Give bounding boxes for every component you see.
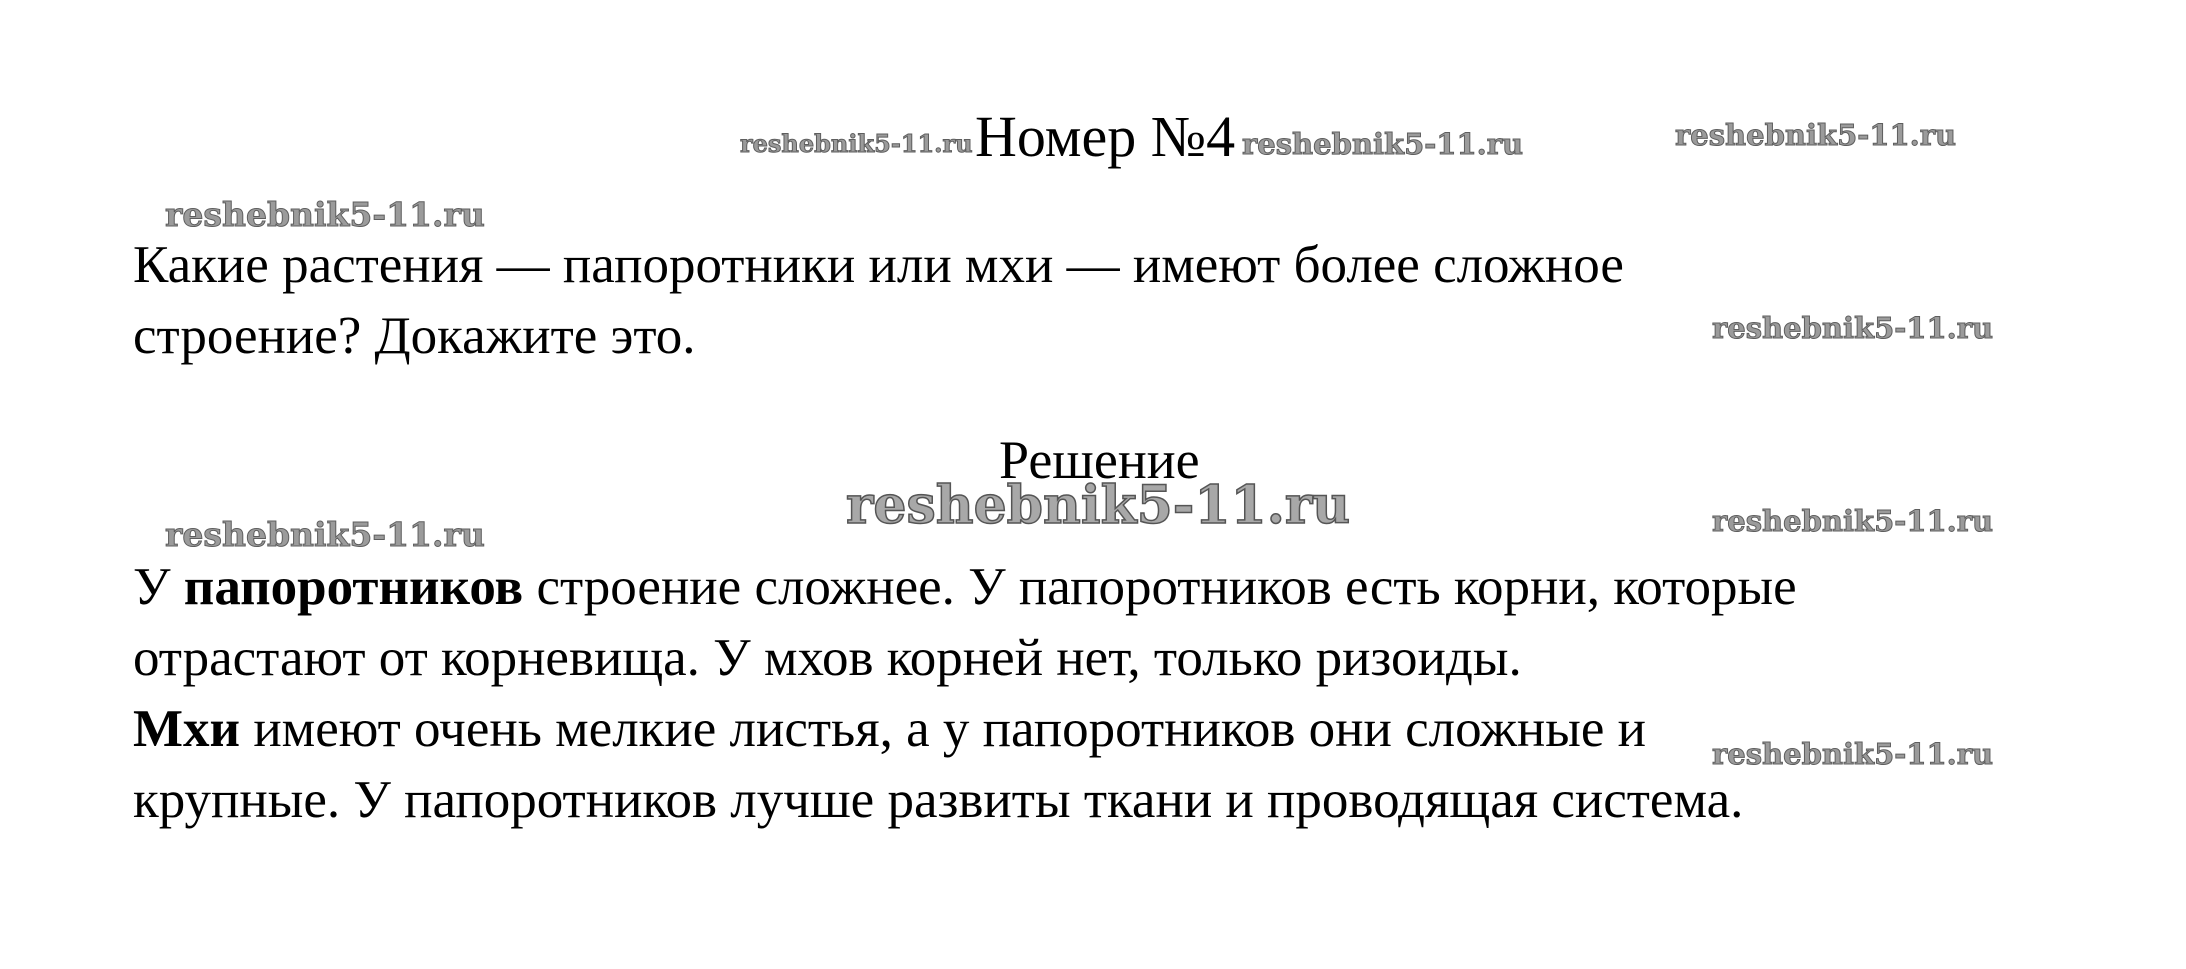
solution-text-run: имеют очень мелкие листья, а у папоротников они сложные и (240, 700, 1647, 758)
question-line: Какие растения — папоротники или мхи — имеют более сложное (133, 236, 1624, 294)
watermark: reshebnik5-11.ru (1712, 504, 1994, 538)
solution-line: отрастают от корневища. У мхов корней нет, только ризоиды. (133, 629, 1522, 687)
solution-line (133, 552, 1797, 623)
solution-text (133, 552, 1797, 836)
watermark: reshebnik5-11.ru (1712, 311, 1994, 345)
question-line: строение? Докажите это. (133, 307, 696, 365)
watermark: reshebnik5-11.ru (165, 195, 485, 234)
watermark: reshebnik5-11.ru (1675, 118, 1957, 152)
watermark: reshebnik5-11.ru (165, 515, 485, 554)
solution-text-run: У (133, 558, 184, 616)
watermark: reshebnik5-11.ru (1712, 737, 1994, 771)
watermark: reshebnik5-11.ru (1242, 127, 1524, 161)
bold-term: Мхи (133, 700, 241, 758)
question-text (133, 230, 1624, 372)
watermark: reshebnik5-11.ru (740, 129, 973, 158)
page-title: Номер №4 (975, 104, 1236, 169)
watermark: reshebnik5-11.ru (846, 475, 1351, 536)
solution-line: крупные. У папоротников лучше развиты ткани и проводящая система. (133, 771, 1744, 829)
solution-heading: Решение (999, 430, 1200, 490)
solution-line (133, 694, 1797, 765)
bold-term: папоротников (183, 558, 524, 616)
solution-text-run: строение сложнее. У папоротников есть корни, которые (523, 558, 1797, 616)
